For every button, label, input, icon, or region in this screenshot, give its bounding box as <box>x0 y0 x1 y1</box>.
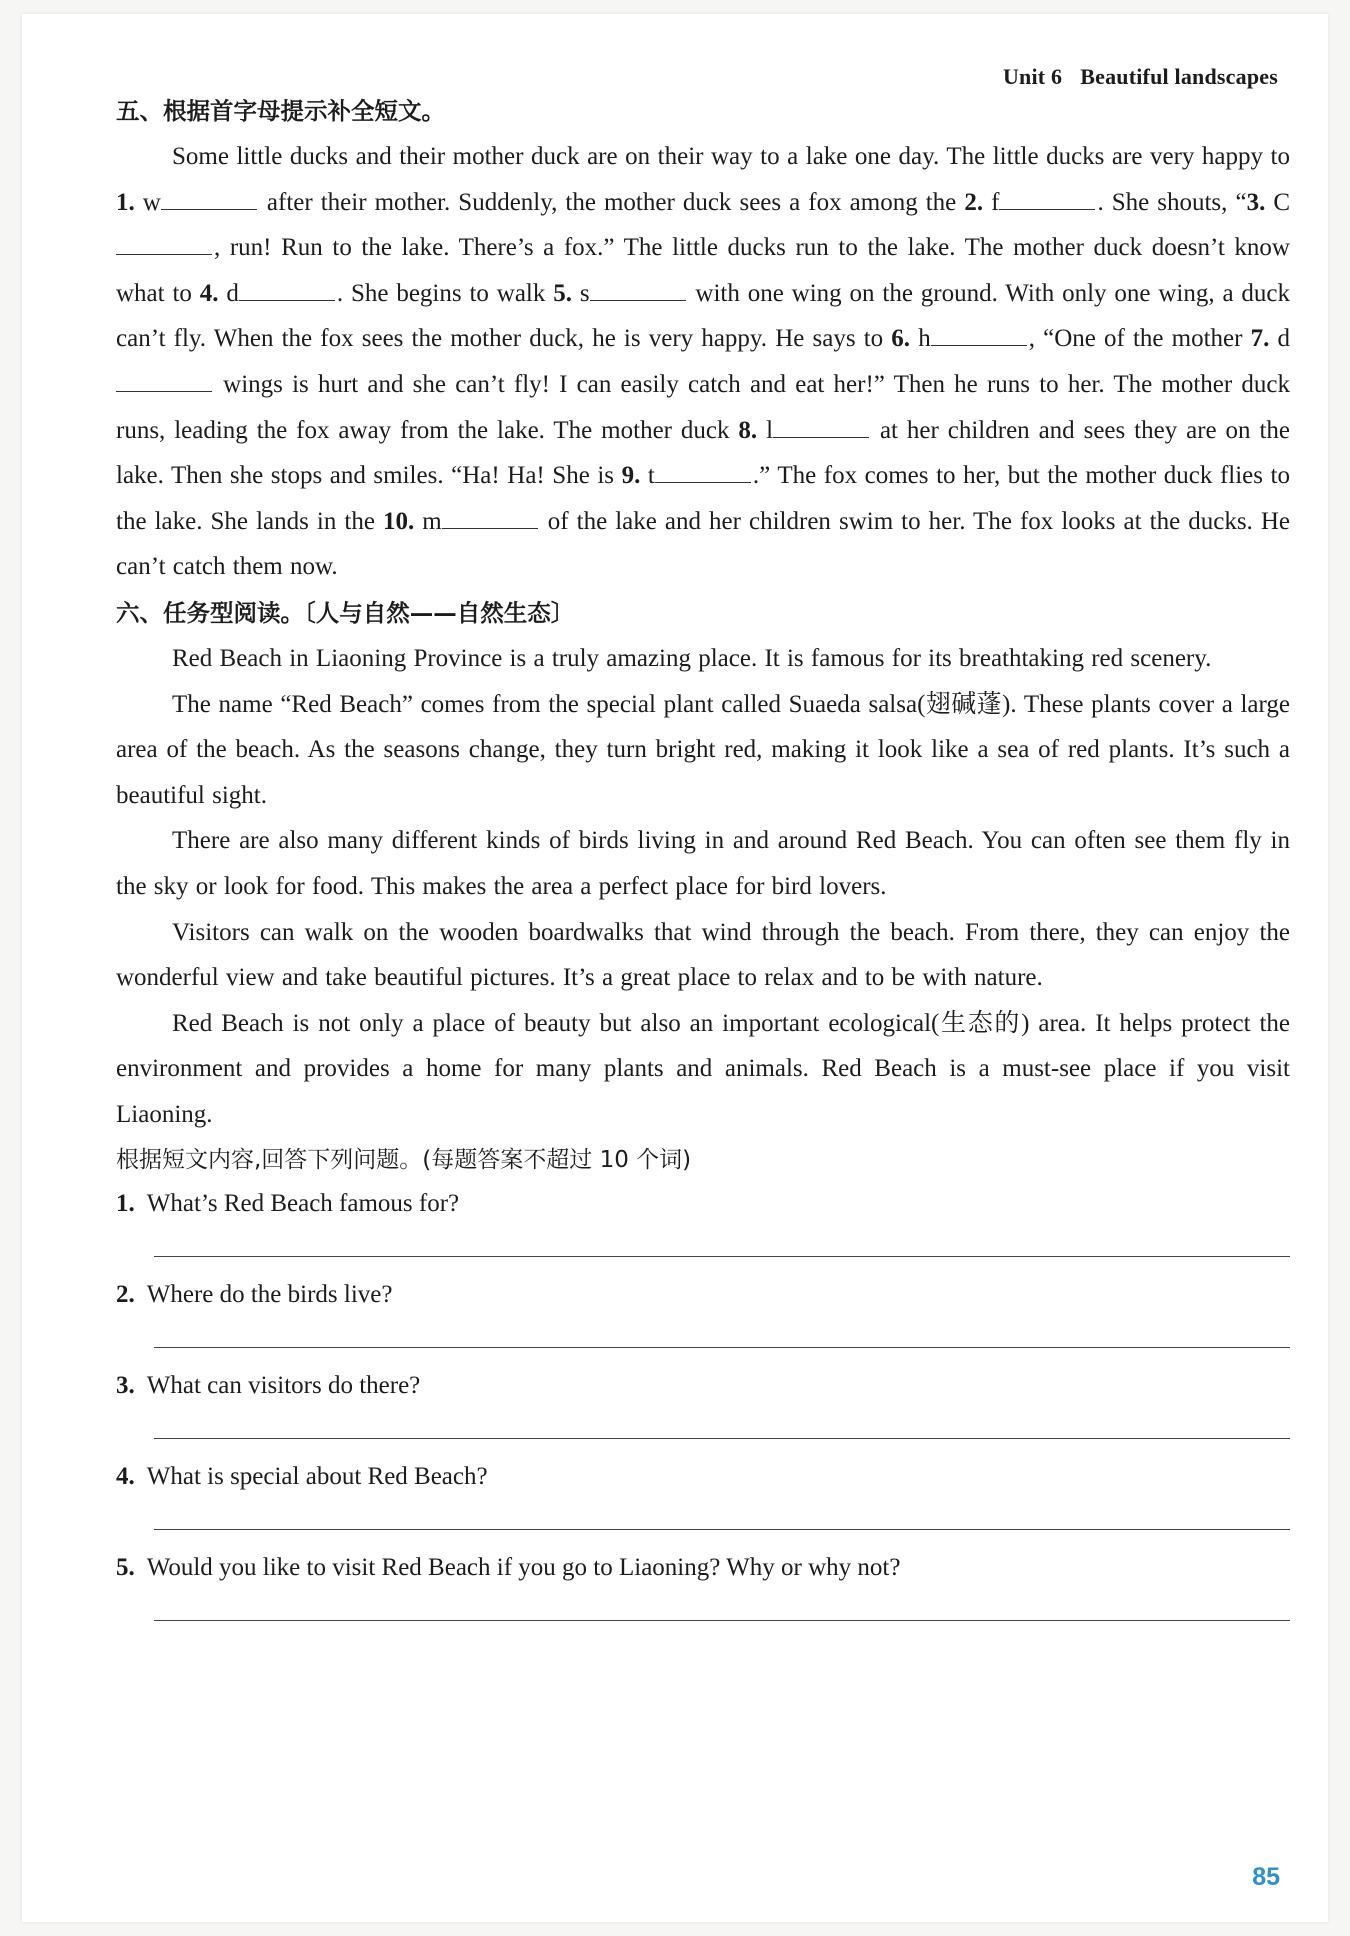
fill-in-blank[interactable] <box>931 323 1027 346</box>
first-letter-hint: s <box>579 279 590 307</box>
first-letter-hint: m <box>422 507 442 535</box>
workbook-page <box>22 14 1328 1922</box>
fill-in-blank[interactable] <box>116 232 212 255</box>
question-number: 1. <box>116 1190 135 1218</box>
passage-text: .” The fox comes to her, but the mother duck flies to the lake. She lands in the <box>116 462 1290 535</box>
question-instruction: 根据短文内容,回答下列问题。(每题答案不超过 10 个词) <box>116 1147 692 1174</box>
first-letter-hint: l <box>766 416 774 444</box>
blank-number: 2. <box>964 188 984 216</box>
blank-number: 6. <box>891 325 911 353</box>
blank-number: 8. <box>738 416 758 444</box>
first-letter-hint: t <box>647 462 655 490</box>
answer-line[interactable] <box>154 1620 1290 1621</box>
section-6-title: 六、任务型阅读。〔人与自然——自然生态〕 <box>116 598 575 627</box>
question-text: What is special about Red Beach? <box>146 1463 488 1491</box>
answer-line[interactable] <box>154 1256 1290 1257</box>
question-4 <box>116 1456 1290 1547</box>
unit-title: Beautiful landscapes <box>1080 64 1278 89</box>
question-text: What’s Red Beach famous for? <box>146 1190 460 1218</box>
fill-in-blank[interactable] <box>239 278 335 301</box>
passage-text: with one wing on the ground. With only one wing, a duck can’t fly. When the fox sees the mother duck, he is very happy. He says to <box>116 279 1291 353</box>
question-1 <box>116 1183 1290 1274</box>
question-number: 3. <box>116 1372 135 1400</box>
section-5-title: 五、根据首字母提示补全短文。 <box>116 97 445 125</box>
passage-paragraph-4: Visitors can walk on the wooden boardwalks that wind through the beach. From there, they can enjoy the wonderful view and take beautiful pictures. It’s a great place to relax and to be with nature. <box>116 918 1290 992</box>
answer-line[interactable] <box>154 1347 1290 1348</box>
fill-in-blank[interactable] <box>442 506 538 529</box>
cloze-passage <box>116 134 1290 590</box>
fill-in-blank[interactable] <box>999 187 1095 210</box>
question-text: What can visitors do there? <box>146 1372 421 1400</box>
passage-text: Some little ducks and their mother duck are on their way to a lake one day. The little ducks are very happy to <box>172 143 1290 170</box>
passage-paragraph-3: There are also many different kinds of birds living in and around Red Beach. You can often see them fly in the sky or look for food. This makes the area a perfect place for bird lovers. <box>116 827 1290 900</box>
fill-in-blank[interactable] <box>161 187 257 210</box>
passage-paragraph-5: Red Beach is not only a place of beauty but also an important ecological(生态的) area. It helps protect the environment and provides a home for many plants and animals. Red Beach is a must-see place if you visit Liaoning. <box>116 1009 1290 1128</box>
question-text: Would you like to visit Red Beach if you go to Liaoning? Why or why not? <box>146 1554 901 1582</box>
passage-text: of the lake and her children swim to her. The fox looks at the ducks. He can’t catch them now. <box>116 507 1290 581</box>
fill-in-blank[interactable] <box>773 415 869 438</box>
fill-in-blank[interactable] <box>590 278 686 301</box>
question-text: Where do the birds live? <box>146 1281 393 1309</box>
first-letter-hint: w <box>142 188 161 216</box>
fill-in-blank[interactable] <box>116 369 212 392</box>
answer-line[interactable] <box>154 1438 1290 1439</box>
question-number: 5. <box>116 1554 135 1582</box>
passage-text: , “One of the mother <box>1028 325 1251 353</box>
blank-number: 7. <box>1250 325 1270 353</box>
question-5 <box>116 1547 1290 1638</box>
first-letter-hint: C <box>1273 188 1291 216</box>
passage-text: at her children and sees they are on the lake. Then she stops and smiles. “Ha! Ha! She is <box>116 416 1290 490</box>
passage-text: wings is hurt and she can’t fly! I can easily catch and eat her!” Then he runs to her. The mother duck runs, leading the fox away from the lake. The mother duck <box>116 370 1290 444</box>
first-letter-hint: d <box>1277 325 1291 353</box>
first-letter-hint: f <box>991 188 1000 216</box>
question-number: 4. <box>116 1463 135 1491</box>
answer-line[interactable] <box>154 1529 1290 1530</box>
blank-number: 5. <box>553 279 572 307</box>
blank-number: 1. <box>116 188 135 216</box>
first-letter-hint: h <box>918 325 931 353</box>
fill-in-blank[interactable] <box>655 460 751 483</box>
blank-number: 4. <box>199 279 219 307</box>
first-letter-hint: d <box>226 279 239 307</box>
question-3 <box>116 1365 1290 1456</box>
blank-number: 9. <box>621 462 641 490</box>
page-number: 85 <box>1252 1863 1280 1891</box>
question-number: 2. <box>116 1281 135 1309</box>
page-content <box>116 14 1290 1638</box>
question-2 <box>116 1274 1290 1365</box>
passage-text: after their mother. Suddenly, the mother duck sees a fox among the <box>258 188 965 216</box>
passage-text: . She begins to walk <box>336 279 554 307</box>
passage-paragraph-1: Red Beach in Liaoning Province is a truly amazing place. It is famous for its breathtaking red scenery. <box>172 644 1212 672</box>
passage-text: . She shouts, “ <box>1097 188 1247 216</box>
blank-number: 3. <box>1246 188 1266 216</box>
passage-text: , run! Run to the lake. There’s a fox.” The little ducks run to the lake. The mother duck doesn’t know what to <box>116 234 1290 307</box>
passage-paragraph-2: The name “Red Beach” comes from the special plant called Suaeda salsa(翅碱蓬). These plants cover a large area of the beach. As the seasons change, they turn bright red, making it look like a sea of red plants. It’s such a beautiful sight. <box>116 690 1290 809</box>
blank-number: 10. <box>382 507 415 535</box>
unit-label: Unit 6 <box>1002 64 1063 89</box>
